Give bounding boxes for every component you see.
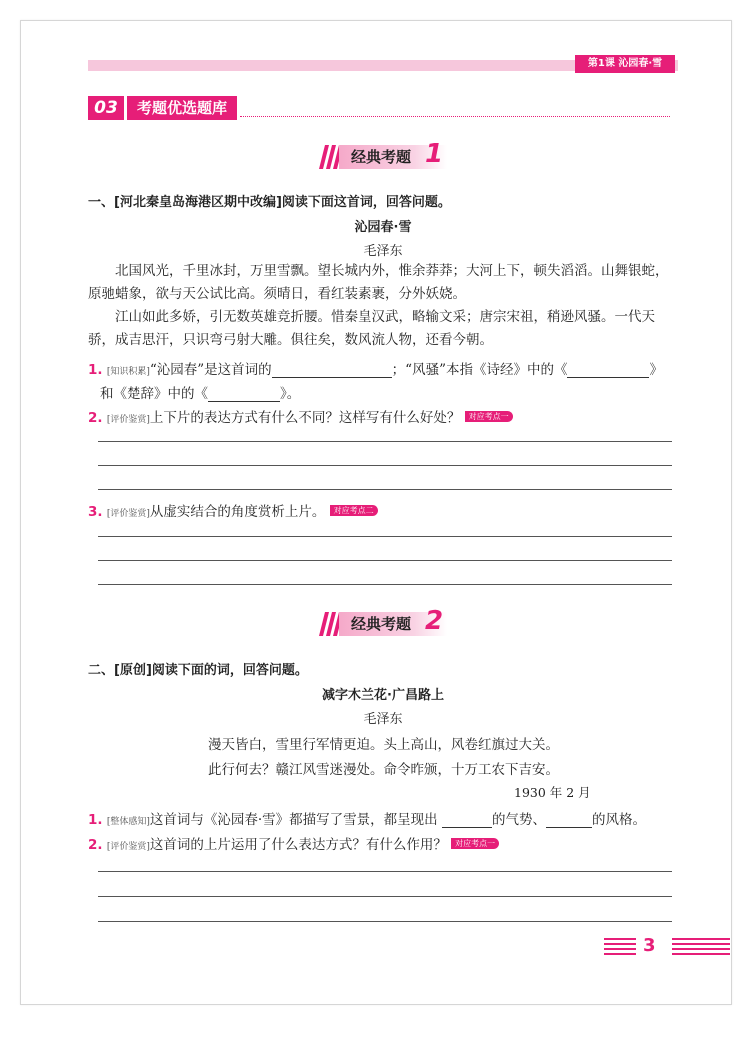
question-1-1-cont <box>100 382 300 402</box>
question-text: 这首词与《沁园春·雪》都描写了雪景，都呈现出 <box>149 812 438 828</box>
answer-line[interactable] <box>98 921 672 922</box>
question-2-2 <box>88 833 499 853</box>
question-tag: [整体感知] <box>106 817 150 827</box>
key-point-badge: 对应考点一 <box>465 411 513 422</box>
question-number: 2. <box>88 410 103 426</box>
answer-line[interactable] <box>98 536 672 537</box>
question-2-1 <box>88 808 646 828</box>
question-tag: [评价鉴赏] <box>106 842 150 852</box>
poem-line-2: 此行何去？赣江风雪迷漫处。命令昨颁，十万工农下吉安。 <box>208 762 559 778</box>
question-text: 的气势、 <box>491 812 546 828</box>
question-head-2: 二、[原创]阅读下面的词，回答问题。 <box>88 663 308 678</box>
question-text: 从虚实结合的角度赏析上片。 <box>149 504 326 520</box>
section-title: 考题优选题库 <box>127 96 237 120</box>
question-1-2 <box>88 406 513 426</box>
question-number: 1. <box>88 812 103 828</box>
exam-banner-number: 2 <box>425 606 444 636</box>
exam-banner-2 <box>313 606 453 638</box>
answer-blank[interactable] <box>272 363 392 378</box>
answer-blank[interactable] <box>546 813 592 828</box>
question-text: 》。 <box>280 386 301 402</box>
question-text: “沁园春”是这首词的 <box>149 362 272 378</box>
question-number: 1. <box>88 362 103 378</box>
key-point-badge: 对应考点一 <box>451 838 499 849</box>
question-tag: [评价鉴赏] <box>106 415 150 425</box>
page-stripes-left <box>604 937 636 955</box>
answer-blank[interactable] <box>208 387 280 402</box>
question-number: 3. <box>88 504 103 520</box>
question-text: 这首词的上片运用了什么表达方式？有什么作用？ <box>149 837 447 853</box>
question-text: 的风格。 <box>591 812 646 828</box>
page-stripes-right <box>672 937 730 955</box>
question-head-1: 一、[河北秦皇岛海港区期中改编]阅读下面这首词，回答问题。 <box>88 195 451 210</box>
exam-banner-1 <box>313 139 453 171</box>
poem-paragraph-2: 江山如此多娇，引无数英雄竞折腰。惜秦皇汉武，略输文采；唐宗宋祖，稍逊风骚。一代天骄，成吉思汗，只识弯弓射大雕。俱往矣，数风流人物，还看今朝。 <box>88 309 655 348</box>
section-divider <box>240 116 670 117</box>
answer-blank[interactable] <box>567 363 649 378</box>
exam-banner-text: 经典考题 <box>351 615 412 633</box>
question-text: 和《楚辞》中的《 <box>100 386 208 402</box>
question-1-1 <box>88 358 663 378</box>
question-text: 上下片的表达方式有什么不同？这样写有什么好处？ <box>149 410 461 426</box>
poem-author-1: 毛泽东 <box>363 244 403 259</box>
question-tag: [评价鉴赏] <box>106 509 150 519</box>
poem-title-2: 减字木兰花·广昌路上 <box>322 688 444 703</box>
question-number: 2. <box>88 837 103 853</box>
poem-title-1: 沁园春·雪 <box>354 220 412 235</box>
exam-banner-number: 1 <box>425 139 444 169</box>
question-text: 》 <box>649 362 663 378</box>
page-number: 3 <box>643 935 656 956</box>
answer-line[interactable] <box>98 489 672 490</box>
exam-banner-text: 经典考题 <box>351 148 412 166</box>
question-tag: [知识积累] <box>106 367 150 377</box>
section-number: 03 <box>88 96 124 120</box>
poem-paragraph-1: 北国风光，千里冰封，万里雪飘。望长城内外，惟余莽莽；大河上下，顿失滔滔。山舞银蛇，原驰蜡象，欲与天公试比高。须晴日，看红装素裹，分外妖娆。 <box>88 263 669 302</box>
question-1-3 <box>88 500 378 520</box>
poem-author-2: 毛泽东 <box>363 712 403 727</box>
answer-blank[interactable] <box>442 813 492 828</box>
lesson-tag: 第1课 沁园春·雪 <box>575 55 675 73</box>
question-text: ；“风骚”本指《诗经》中的《 <box>391 362 568 378</box>
answer-line[interactable] <box>98 560 672 561</box>
key-point-badge: 对应考点二 <box>330 505 378 516</box>
answer-line[interactable] <box>98 871 672 872</box>
answer-line[interactable] <box>98 441 672 442</box>
answer-line[interactable] <box>98 896 672 897</box>
answer-line[interactable] <box>98 465 672 466</box>
poem-line-1: 漫天皆白，雪里行军情更迫。头上高山，风卷红旗过大关。 <box>208 737 559 753</box>
poem-date: 1930 年 2 月 <box>514 785 591 800</box>
answer-line[interactable] <box>98 584 672 585</box>
